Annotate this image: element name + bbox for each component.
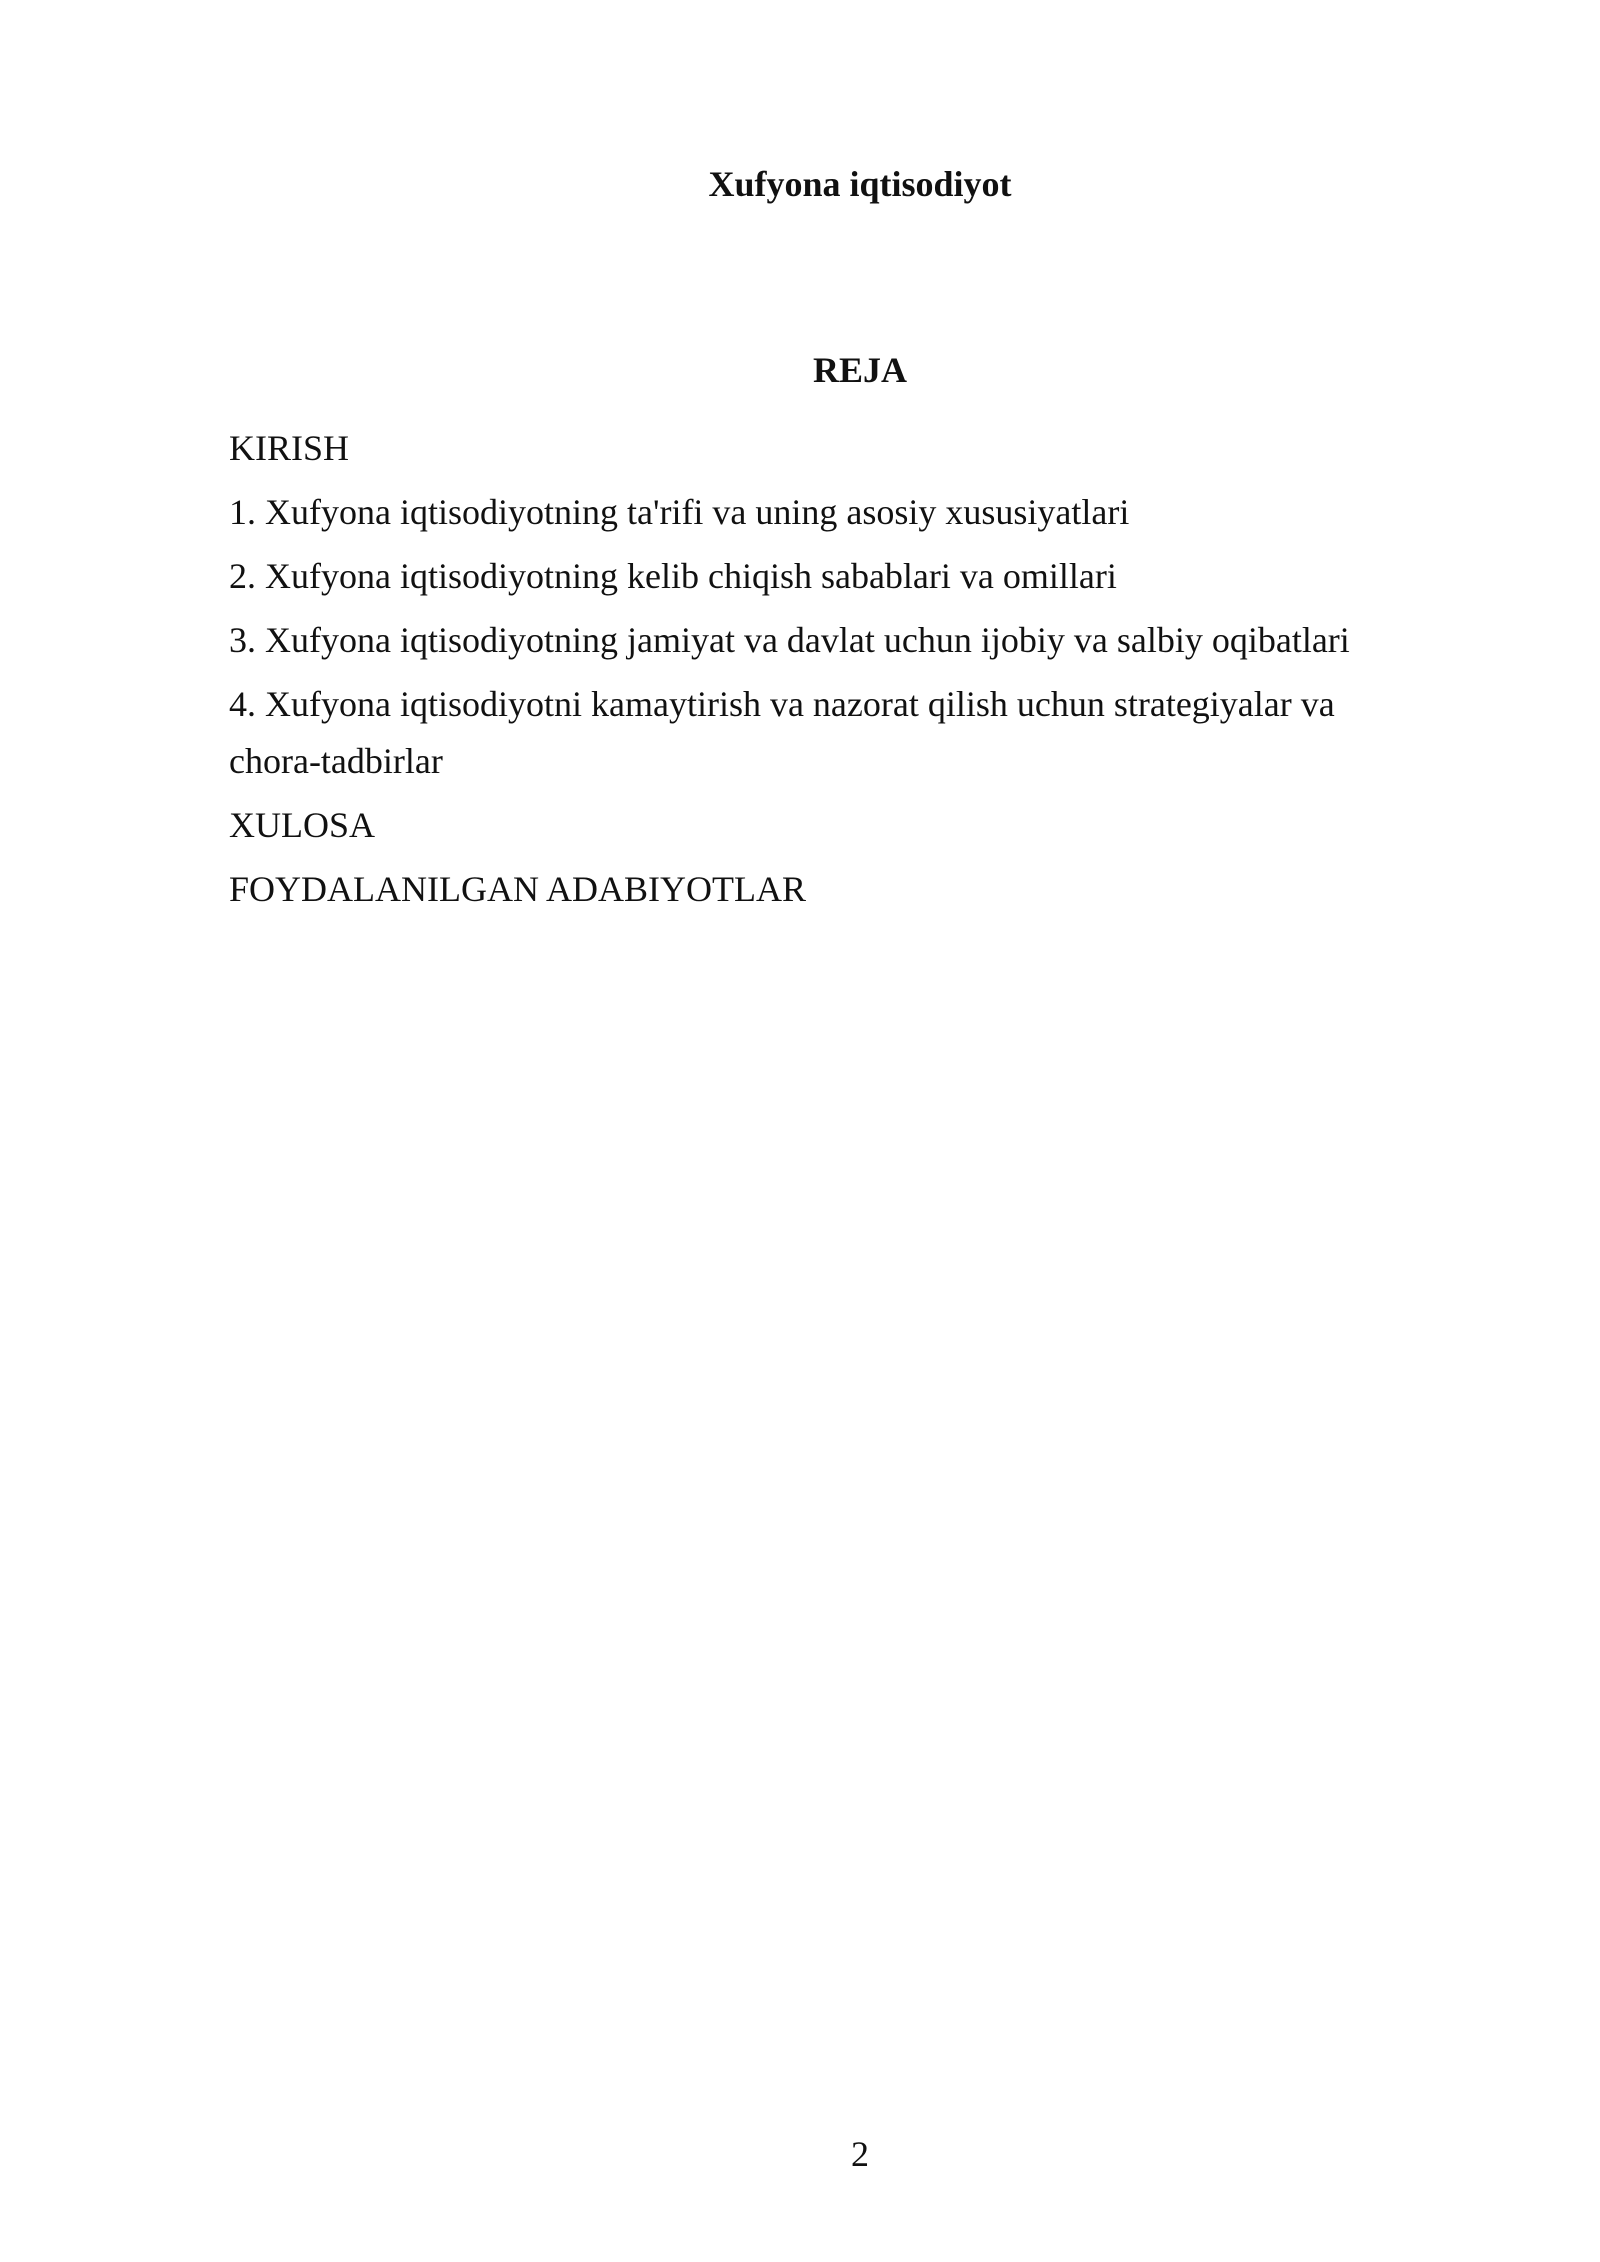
plan-heading: REJA xyxy=(812,350,907,390)
plan-item-references: FOYDALANILGAN ADABIYOTLAR xyxy=(229,869,806,909)
plan-item-4: 4. Xufyona iqtisodiyotni kamaytirish va nazorat qilish uchun strategiyalar va chora-tadbirlar xyxy=(229,684,1335,781)
page-number: 2 xyxy=(851,2134,869,2174)
plan-item-introduction: KIRISH xyxy=(229,428,350,468)
plan-item-conclusion: XULOSA xyxy=(229,805,376,845)
plan-item-3: 3. Xufyona iqtisodiyotning jamiyat va davlat uchun ijobiy va salbiy oqibatlari xyxy=(229,620,1350,660)
plan-list xyxy=(229,420,1429,925)
document-title: Xufyona iqtisodiyot xyxy=(708,164,1012,204)
plan-item-2: 2. Xufyona iqtisodiyotning kelib chiqish sabablari va omillari xyxy=(229,556,1117,596)
plan-item-1: 1. Xufyona iqtisodiyotning ta'rifi va uning asosiy xususiyatlari xyxy=(229,492,1130,532)
